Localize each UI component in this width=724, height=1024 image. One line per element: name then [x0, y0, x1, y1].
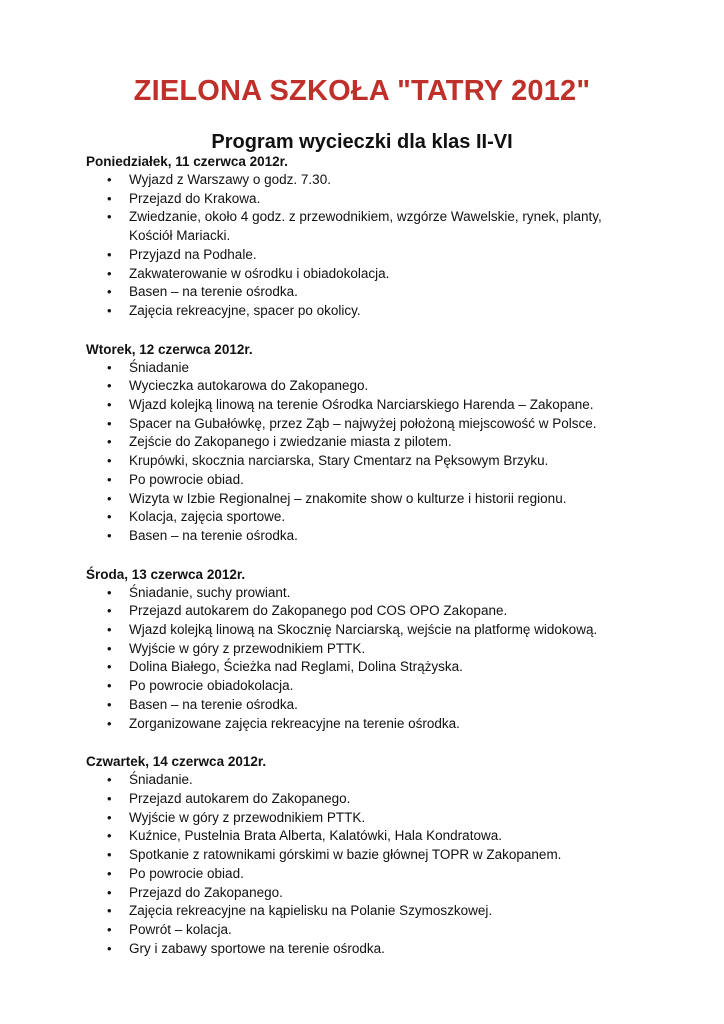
- list-item-text: Powrót – kolacja.: [129, 921, 232, 937]
- bullet-icon: •: [107, 678, 112, 694]
- list-item-text: Przyjazd na Podhale.: [129, 246, 257, 262]
- day-heading: Środa, 13 czerwca 2012r.: [86, 566, 246, 582]
- list-item-text: Śniadanie, suchy prowiant.: [129, 584, 291, 600]
- list-item: [86, 302, 606, 321]
- list-item-text: Basen – na terenie ośrodka.: [129, 696, 298, 712]
- list-item: [86, 640, 606, 659]
- bullet-icon: •: [107, 715, 112, 731]
- list-item-text: Śniadanie.: [129, 772, 193, 788]
- bullet-icon: •: [107, 265, 112, 281]
- list-item: [86, 921, 606, 940]
- list-item: [86, 359, 606, 378]
- list-item-text: Basen – na terenie ośrodka.: [129, 284, 298, 300]
- day-item-list: [86, 171, 606, 321]
- document-title: ZIELONA SZKOŁA "TATRY 2012": [133, 75, 591, 108]
- day-item-list: [86, 359, 606, 546]
- day-item-list: [86, 584, 606, 734]
- list-item: [86, 696, 606, 715]
- bullet-icon: •: [107, 209, 112, 225]
- bullet-icon: •: [107, 172, 112, 187]
- bullet-icon: •: [107, 696, 112, 712]
- bullet-icon: •: [107, 659, 112, 675]
- list-item: [86, 490, 606, 509]
- bullet-icon: •: [107, 471, 112, 487]
- bullet-icon: •: [107, 490, 112, 506]
- list-item: [86, 508, 606, 527]
- bullet-icon: •: [107, 415, 112, 431]
- list-item: [86, 658, 606, 677]
- day-section: [86, 340, 606, 546]
- list-item: [86, 415, 606, 434]
- list-item-text: Po powrocie obiad.: [129, 471, 244, 487]
- list-item: [86, 621, 606, 640]
- list-item-text: Wjazd kolejką linową na Skocznię Narciarską, wejście na platformę widokową.: [129, 622, 598, 638]
- list-item: [86, 827, 606, 846]
- bullet-icon: •: [107, 397, 112, 413]
- bullet-icon: •: [107, 921, 112, 937]
- list-item-text: Wizyta w Izbie Regionalnej – znakomite show o kulturze i historii regionu.: [129, 490, 567, 506]
- bullet-icon: •: [107, 434, 112, 450]
- list-item: [86, 527, 606, 546]
- list-item: [86, 246, 606, 265]
- bullet-icon: •: [107, 246, 112, 262]
- list-item-text: Wycieczka autokarowa do Zakopanego.: [129, 378, 369, 394]
- list-item-text: Zajęcia rekreacyjne na kąpielisku na Polanie Szymoszkowej.: [129, 903, 493, 919]
- list-item: [86, 471, 606, 490]
- day-section: [86, 565, 606, 734]
- bullet-icon: •: [107, 865, 112, 881]
- list-item: [86, 865, 606, 884]
- bullet-icon: •: [107, 847, 112, 863]
- list-item-text: Po powrocie obiadokolacja.: [129, 678, 294, 694]
- list-item: [86, 377, 606, 396]
- list-item: [86, 265, 606, 284]
- list-item-text: Spacer na Gubałówkę, przez Ząb – najwyżej położoną miejscowość w Polsce.: [129, 415, 597, 431]
- list-item: [86, 602, 606, 621]
- list-item: [86, 902, 606, 921]
- list-item-text: Kolacja, zajęcia sportowe.: [129, 509, 286, 525]
- day-section: [86, 152, 606, 321]
- list-item: [86, 940, 606, 959]
- list-item: [86, 790, 606, 809]
- bullet-icon: •: [107, 603, 112, 619]
- bullet-icon: •: [107, 190, 112, 206]
- list-item-text: Zajęcia rekreacyjne, spacer po okolicy.: [129, 302, 361, 318]
- list-item-text: Kuźnice, Pustelnia Brata Alberta, Kalatówki, Hala Kondratowa.: [129, 828, 502, 844]
- list-item: [86, 715, 606, 734]
- day-section: [86, 752, 606, 958]
- list-item-text: Wyjazd z Warszawy o godz. 7.30.: [129, 172, 331, 187]
- bullet-icon: •: [107, 828, 112, 844]
- list-item-text: Zorganizowane zajęcia rekreacyjne na terenie ośrodka.: [129, 715, 460, 731]
- list-item-text: Wjazd kolejką linową na terenie Ośrodka Narciarskiego Harenda – Zakopane.: [129, 397, 594, 413]
- bullet-icon: •: [107, 302, 112, 318]
- list-item: [86, 884, 606, 903]
- bullet-icon: •: [107, 284, 112, 300]
- bullet-icon: •: [107, 622, 112, 638]
- bullet-icon: •: [107, 378, 112, 394]
- bullet-icon: •: [107, 790, 112, 806]
- bullet-icon: •: [107, 903, 112, 919]
- list-item-text: Zejście do Zakopanego i zwiedzanie miasta z pilotem.: [129, 434, 452, 450]
- list-item: [86, 171, 606, 190]
- list-item-text: Dolina Białego, Ścieżka nad Reglami, Dolina Strążyska.: [129, 659, 463, 675]
- list-item-text: Przejazd do Krakowa.: [129, 190, 261, 206]
- bullet-icon: •: [107, 509, 112, 525]
- bullet-icon: •: [107, 940, 112, 956]
- bullet-icon: •: [107, 359, 112, 375]
- bullet-icon: •: [107, 527, 112, 543]
- bullet-icon: •: [107, 584, 112, 600]
- bullet-icon: •: [107, 640, 112, 656]
- list-item-text: Zwiedzanie, około 4 godz. z przewodnikiem, wzgórze Wawelskie, rynek, planty, Kościół Mariacki.: [129, 209, 602, 244]
- list-item-text: Przejazd do Zakopanego.: [129, 884, 283, 900]
- program-days: [86, 152, 606, 977]
- list-item-text: Wyjście w góry z przewodnikiem PTTK.: [129, 809, 366, 825]
- list-item-text: Krupówki, skocznia narciarska, Stary Cmentarz na Pęksowym Brzyku.: [129, 453, 549, 469]
- list-item: [86, 396, 606, 415]
- list-item: [86, 433, 606, 452]
- list-item-text: Gry i zabawy sportowe na terenie ośrodka.: [129, 940, 385, 956]
- day-heading: Czwartek, 14 czerwca 2012r.: [86, 754, 267, 770]
- list-item: [86, 283, 606, 302]
- day-item-list: [86, 771, 606, 958]
- list-item-text: Wyjście w góry z przewodnikiem PTTK.: [129, 640, 366, 656]
- list-item-text: Śniadanie: [129, 359, 190, 375]
- list-item: [86, 208, 606, 245]
- list-item: [86, 452, 606, 471]
- bullet-icon: •: [107, 809, 112, 825]
- list-item: [86, 677, 606, 696]
- list-item: [86, 809, 606, 828]
- list-item-text: Spotkanie z ratownikami górskimi w bazie głównej TOPR w Zakopanem.: [129, 847, 562, 863]
- list-item-text: Basen – na terenie ośrodka.: [129, 527, 298, 543]
- list-item: [86, 771, 606, 790]
- list-item: [86, 846, 606, 865]
- bullet-icon: •: [107, 453, 112, 469]
- list-item: [86, 584, 606, 603]
- list-item-text: Po powrocie obiad.: [129, 865, 244, 881]
- document-subtitle: Program wycieczki dla klas II-VI: [211, 130, 513, 153]
- list-item: [86, 190, 606, 209]
- list-item-text: Przejazd autokarem do Zakopanego.: [129, 790, 351, 806]
- bullet-icon: •: [107, 884, 112, 900]
- bullet-icon: •: [107, 772, 112, 788]
- list-item-text: Przejazd autokarem do Zakopanego pod COS OPO Zakopane.: [129, 603, 508, 619]
- day-heading: Poniedziałek, 11 czerwca 2012r.: [86, 154, 288, 169]
- day-heading: Wtorek, 12 czerwca 2012r.: [86, 341, 253, 357]
- list-item-text: Zakwaterowanie w ośrodku i obiadokolacja.: [129, 265, 390, 281]
